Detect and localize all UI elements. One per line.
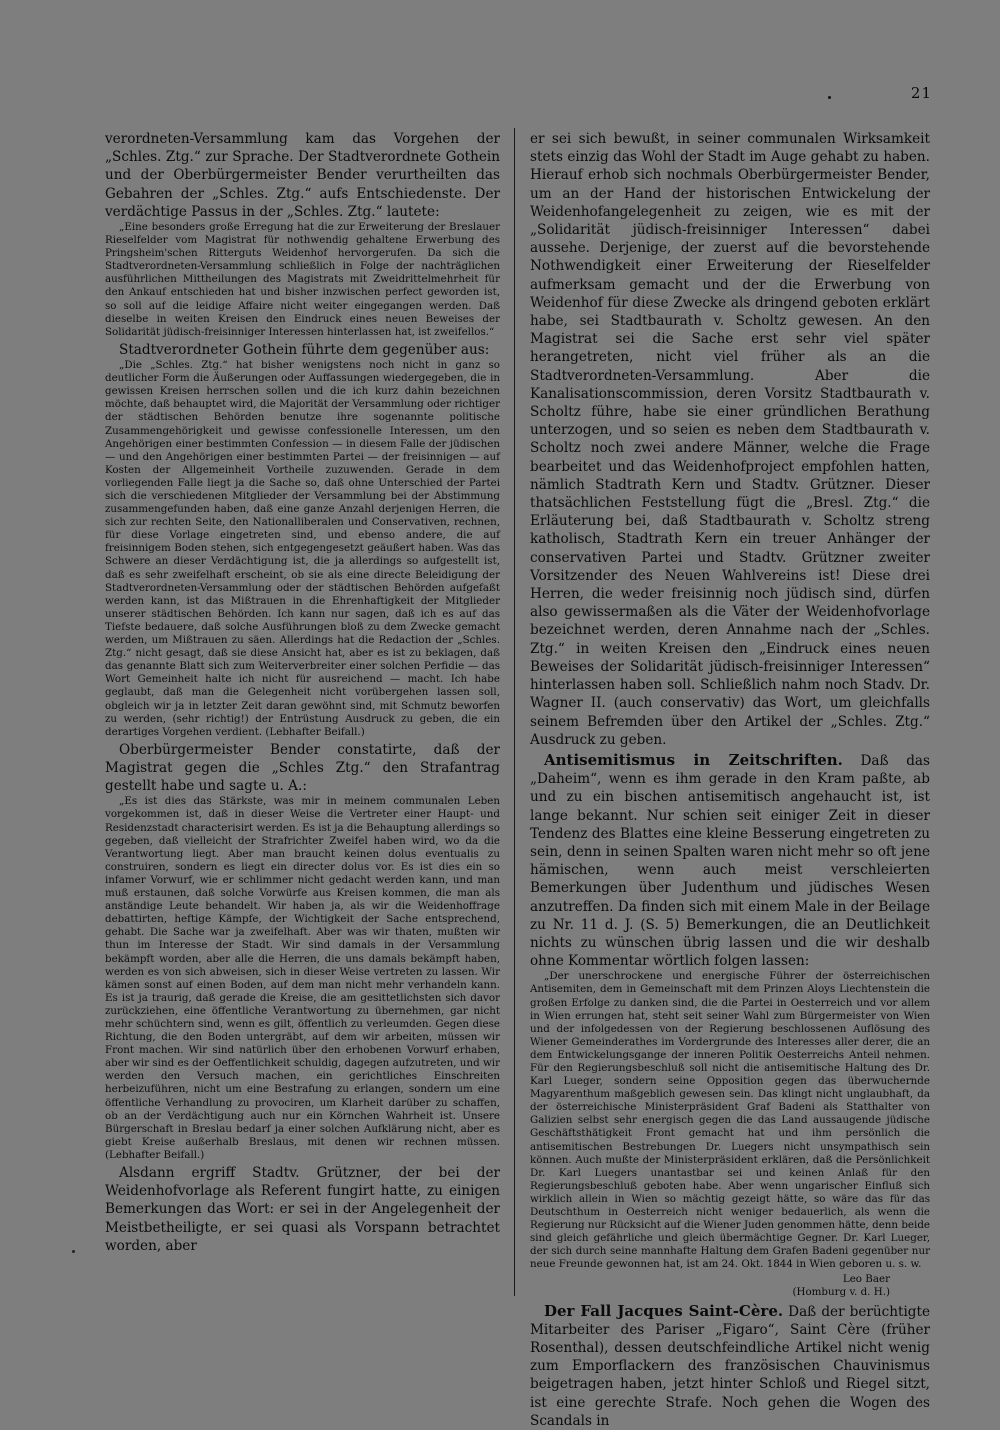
author-name: Leo Baer <box>842 1272 890 1285</box>
left-column <box>105 130 500 1300</box>
article-saint-cere <box>530 1302 930 1430</box>
paragraph: Stadtverordneter Gothein führte dem gegenüber aus: <box>119 341 490 358</box>
paragraph: er sei sich bewußt, in seiner communalen Wirksamkeit stets einzig das Wohl der Stadt im Auge gehabt zu haben. Hierauf erhob sich nochmals Oberbürgermeister Bender, um an der Hand der historischen Entwickelung der Weidenhofangelegenheit zu zeigen, wie es mit der „Solidarität jüdisch-freisinniger Interessen“ dabei aussehe. Derjenige, der zuerst auf die bevorstehende Nothwendigkeit einer Erweiterung der Rieselfelder aufmerksam gemacht und der die Erwerbung von Weidenhof für diese Zwecke als dringend geboten erklärt habe, sei Stadtbaurath v. Scholtz gewesen. An den Magistrat sei die Sache erst sehr viel später herangetreten, nicht viel früher als an die Stadtverordneten-Versammlung. Aber die Kanalisationscommission, deren Vorsitz Stadtbaurath v. Scholtz führe, habe sie einer gründlichen Berathung unterzogen, und so seien es neben dem Stadtbaurath v. Scholtz noch zwei andere Männer, welche die Frage bearbeitet und das Weidenhofproject empfohlen hatten, nämlich Stadtrath Kern und Stadtv. Grützner. Dieser thatsächlichen Feststellung fügt die „Bresl. Ztg.“ die Erläuterung bei, daß Stadtbaurath v. Scholtz streng katholisch, Stadtrath Kern ein treuer Anhänger der conservativen Partei und Stadtv. Grützner zweiter Vorsitzender des Neuen Wahlvereins ist! Diese drei Herren, die weder freisinnig noch jüdisch sind, dürfen also gewissermaßen als die Väter der Weidenhofvorlage bezeichnet werden, deren Annahme nach der „Schles. Ztg.“ in weiten Kreisen den „Eindruck eines neuen Beweises der Solidarität jüdisch-freisinniger Interessen“ hinterlassen haben soll. Schließlich nahm noch Stadv. Dr. Wagner II. (auch conservativ) das Wort, um gleichfalls seinem Befremden über den Artikel der „Schles. Ztg.“ Ausdruck zu geben. <box>530 131 930 748</box>
quotation: „Der unerschrockene und energische Führer der österreichischen Antisemiten, dem in Gemeinschaft mit dem Prinzen Aloys Liechtenstein die großen Erfolge zu danken sind, die die Partei in Oesterreich und vor allem in Wien errungen hat, steht seit seiner Wahl zum Bürgermeister von Wien und der infolgedessen von der Regierung beschlossenen Auflösung des Wiener Gemeinderathes im Vordergrunde des Interesses aller derer, die an dem Entwickelungsgange der inneren Politik Oesterreichs Anteil nehmen. Für den Regierungsbeschluß soll nicht die antisemitische Haltung des Dr. Karl Lueger, sondern seine Opposition gegen das überwuchernde Magyarenthum maßgeblich gewesen sein. Das klingt nicht unglaubhaft, da der österreichische Ministerpräsident Graf Badeni als Statthalter von Galizien selbst sehr energisch gegen die das Land aussaugende jüdische Geschäftsthätigkeit Front gemacht hat und ihm persönlich die antisemitischen Bestrebungen Dr. Luegers nicht unsympathisch sein können. Auch mußte der Ministerpräsident erklären, daß die Persönlichkeit Dr. Karl Luegers unantastbar sei und keinen Anlaß für den Regierungsbeschluß geboten habe. Aber wenn ungarischer Einfluß sich wirklich allein in Wien so mächtig gezeigt hätte, so wäre das für das Deutschthum in Oesterreich nicht weniger bedauerlich, als wenn die Regierung nur Rücksicht auf die Wiener Juden genommen hätte, denn beide sind gleich gefährliche und gleich übermächtige Gegner. Dr. Karl Lueger, der sich durch seine mannhafte Haltung dem Grafen Badeni gegenüber nur neue Freunde gewonnen hat, ist am 24. Okt. 1844 in Wien geboren u. s. w. <box>530 970 930 1271</box>
page-number: 21 <box>910 84 932 102</box>
paragraph: Oberbürgermeister Bender constatirte, daß der Magistrat gegen die „Schles Ztg.“ den Strafantrag gestellt habe und sagte u. A.: <box>105 741 500 795</box>
column-divider <box>514 128 515 1296</box>
quotation: „Es ist dies das Stärkste, was mir in meinem communalen Leben vorgekommen ist, daß in dieser Weise die Vertreter einer Haupt- und Residenzstadt characterisirt werden. Es ist ja die Behauptung allerdings so gegeben, daß vielleicht der Strafrichter Zweifel haben wird, wo da die Verantwortung liegt. Aber man braucht keinen dolus eventualis zu construiren, sondern es liegt ein directer dolus vor. Es ist dies ein so infamer Vorwurf, wie er schlimmer nicht gedacht werden kann, und man muß erstaunen, daß solche Vorwürfe aus Kreisen kommen, die man als anständige Leute behandelt. Wir haben ja, als wir die Weidenhoffrage debattirten, heftige Kämpfe, der Wichtigkeit der Sache entsprechend, gehabt. Die Sache war ja zweifelhaft. Aber was wir thaten, mußten wir thun im Interesse der Stadt. Wir sind damals in der Versammlung bekämpft worden, aber alle die Herren, die uns damals bekämpft haben, werden es von sich abweisen, sich in dieser Weise vertreten zu lassen. Wir kämen sonst auf einen Boden, auf dem man nicht mehr verhandeln kann. Es ist ja traurig, daß gerade die Kreise, die am gesittetlichsten sich davor zurückziehen, eine öffentliche Verantwortung zu übernehmen, gar nicht mehr schüchtern sind, wenn es gilt, öffentlich zu verleumden. Gegen diese Richtung, die den Boden untergräbt, auf dem wir arbeiten, müssen wir Front machen. Wir sind natürlich über den erhobenen Vorwurf erhaben, aber wir sind es der Oeffentlichkeit schuldig, dagegen aufzutreten, und wir werden den Versuch machen, ein gerichtliches Einschreiten herbeizuführen, nicht um eine Bestrafung zu erlangen, sondern um eine öffentliche Verhandlung zu provociren, um Klarheit darüber zu schaffen, ob an der Verdächtigung auch nur ein Körnchen Wahrheit ist. Unsere Bürgerschaft in Breslau bedarf ja einer solchen Aufklärung nicht, aber es giebt Kreise außerhalb Breslaus, mit denen wir rechnen müssen. (Lebhafter Beifall.) <box>105 795 500 1161</box>
quotation: „Die „Schles. Ztg.“ hat bisher wenigstens noch nicht in ganz so deutlicher Form die Äußerungen oder Auffassungen wiedergegeben, die in gewissen Kreisen herrschen sollen und die ich kurz dahin bezeichnen möchte, daß behauptet wird, die Majorität der Versammlung oder richtiger der städtischen Behörden benutze ihre sogenannte politische Zusammengehörigkeit und gewisse confessionelle Interessen, um den Angehörigen einer bestimmten Confession — in diesem Falle der jüdischen — und den Angehörigen einer bestimmten Partei — der freisinnigen — auf Kosten der Allgemeinheit Vortheile zuzuwenden. Gerade in dem vorliegenden Falle liegt ja die Sache so, daß ohne Unterschied der Partei sich die verschiedenen Mitglieder der Versammlung bei der Abstimmung zusammengefunden haben, daß eine ganze Anzahl derjenigen Herren, die sich zur rechten Seite, den Nationalliberalen und Conservativen, rechnen, für diese Vorlage eingetreten sind, und ebenso andere, die auf freisinnigem Boden stehen, sich entgegengesetzt geäußert haben. Was das Schwere an dieser Verdächtigung ist, die ja allerdings so aufgestellt ist, daß es sehr zweifelhaft erscheint, ob sie als eine directe Beleidigung der Stadtverordneten-Versammlung oder der städtischen Behörden aufgefaßt werden kann, ist das Mißtrauen in die Ehrenhaftigkeit der Mitglieder unserer städtischen Behörden. Ich kann nur sagen, daß ich es auf das Tiefste bedauere, daß solche Ausführungen bloß zu dem Zwecke gemacht werden, um Mißtrauen zu säen. Allerdings hat die Redaction der „Schles. Ztg.“ nicht gesagt, daß sie diese Ansicht hat, aber es ist zu beklagen, daß das genannte Blatt sich zum Weiterverbreiter einer solchen Perfidie — das Wort Gemeinheit halte ich nicht für ausreichend — macht. Ich habe geglaubt, daß man die Gelegenheit nicht vorübergehen lassen soll, obgleich wir ja in letzter Zeit daran gewöhnt sind, mit Schmutz beworfen zu werden, (sehr richtig!) der Entrüstung Ausdruck zu geben, die ein derartiges Vorgehen verdient. (Lebhafter Beifall.) <box>105 359 500 738</box>
author-place: (Homburg v. d. H.) <box>792 1285 890 1298</box>
paragraph: Daß der berüchtigte Mitarbeiter des Pariser „Figaro“, Saint Cère (früher Rosenthal), dessen deutschfeindliche Artikel nicht wenig zum Emporflackern des französischen Chauvinismus beigetragen haben, jetzt hinter Schloß und Riegel sitzt, ist eine gerechte Strafe. Noch gehen die Wogen des Scandals in <box>530 1303 931 1429</box>
article-heading: Antisemitismus in Zeitschriften. <box>544 750 843 769</box>
paragraph: Alsdann ergriff Stadtv. Grützner, der bei der Weidenhofvorlage als Referent fungirt hatte, zu einigen Bemerkungen das Wort: er sei in der Angelegenheit der Meistbetheiligte, er sei quasi als Vorspann betrachtet worden, aber <box>105 1165 500 1254</box>
quotation: „Eine besonders große Erregung hat die zur Erweiterung der Breslauer Rieselfelder vom Magistrat für nothwendig gehaltene Erwerbung des Pringsheim'schen Ritterguts Weidenhof hervorgerufen. Da sich die Stadtverordneten-Versammlung schließlich in Folge der nachträglichen ausführlichen Mittheilungen des Magistrats mit Zweidrittelmehrheit für den Ankauf entschieden hat und bisher inzwischen perfect geworden ist, so soll auf die leidige Affaire nicht weiter eingegangen werden. Daß dieselbe in weiten Kreisen den Eindruck eines neuen Beweises der Solidarität jüdisch-freisinniger Interessen hinterlassen hat, ist zweifellos.“ <box>105 221 500 338</box>
print-speck <box>72 1250 75 1253</box>
article-heading: Der Fall Jacques Saint-Cère. <box>544 1301 784 1320</box>
print-speck <box>828 96 831 99</box>
article-antisemitismus <box>530 751 930 970</box>
paragraph: Daß das „Daheim“, wenn es ihm gerade in den Kram paßte, ab und zu ein bischen antisemitisch angehaucht ist, ist lange bekannt. Nur schien seit einiger Zeit in dieser Tendenz des Blattes eine kleine Besserung eingetreten zu sein, denn in seinen Spalten waren nicht mehr so oft jene hämischen, wenn auch meist verschleierten Bemerkungen über Judenthum und jüdisches Wesen anzutreffen. Da finden sich mit einem Male in der Beilage zu Nr. 11 d. J. (S. 5) Bemerkungen, die an Deutlichkeit nichts zu wünschen übrig lassen und die wir deshalb ohne Kommentar wörtlich folgen lassen: <box>530 752 930 970</box>
signature <box>530 1273 930 1299</box>
paragraph: verordneten-Versammlung kam das Vorgehen der „Schles. Ztg.“ zur Sprache. Der Stadtverordnete Gothein und der Oberbürgermeister Bender verurtheilten das Gebahren der „Schles. Ztg.“ aufs Entschiedenste. Der verdächtige Passus in der „Schles. Ztg.“ lautete: <box>105 131 500 220</box>
right-column <box>530 130 931 1429</box>
